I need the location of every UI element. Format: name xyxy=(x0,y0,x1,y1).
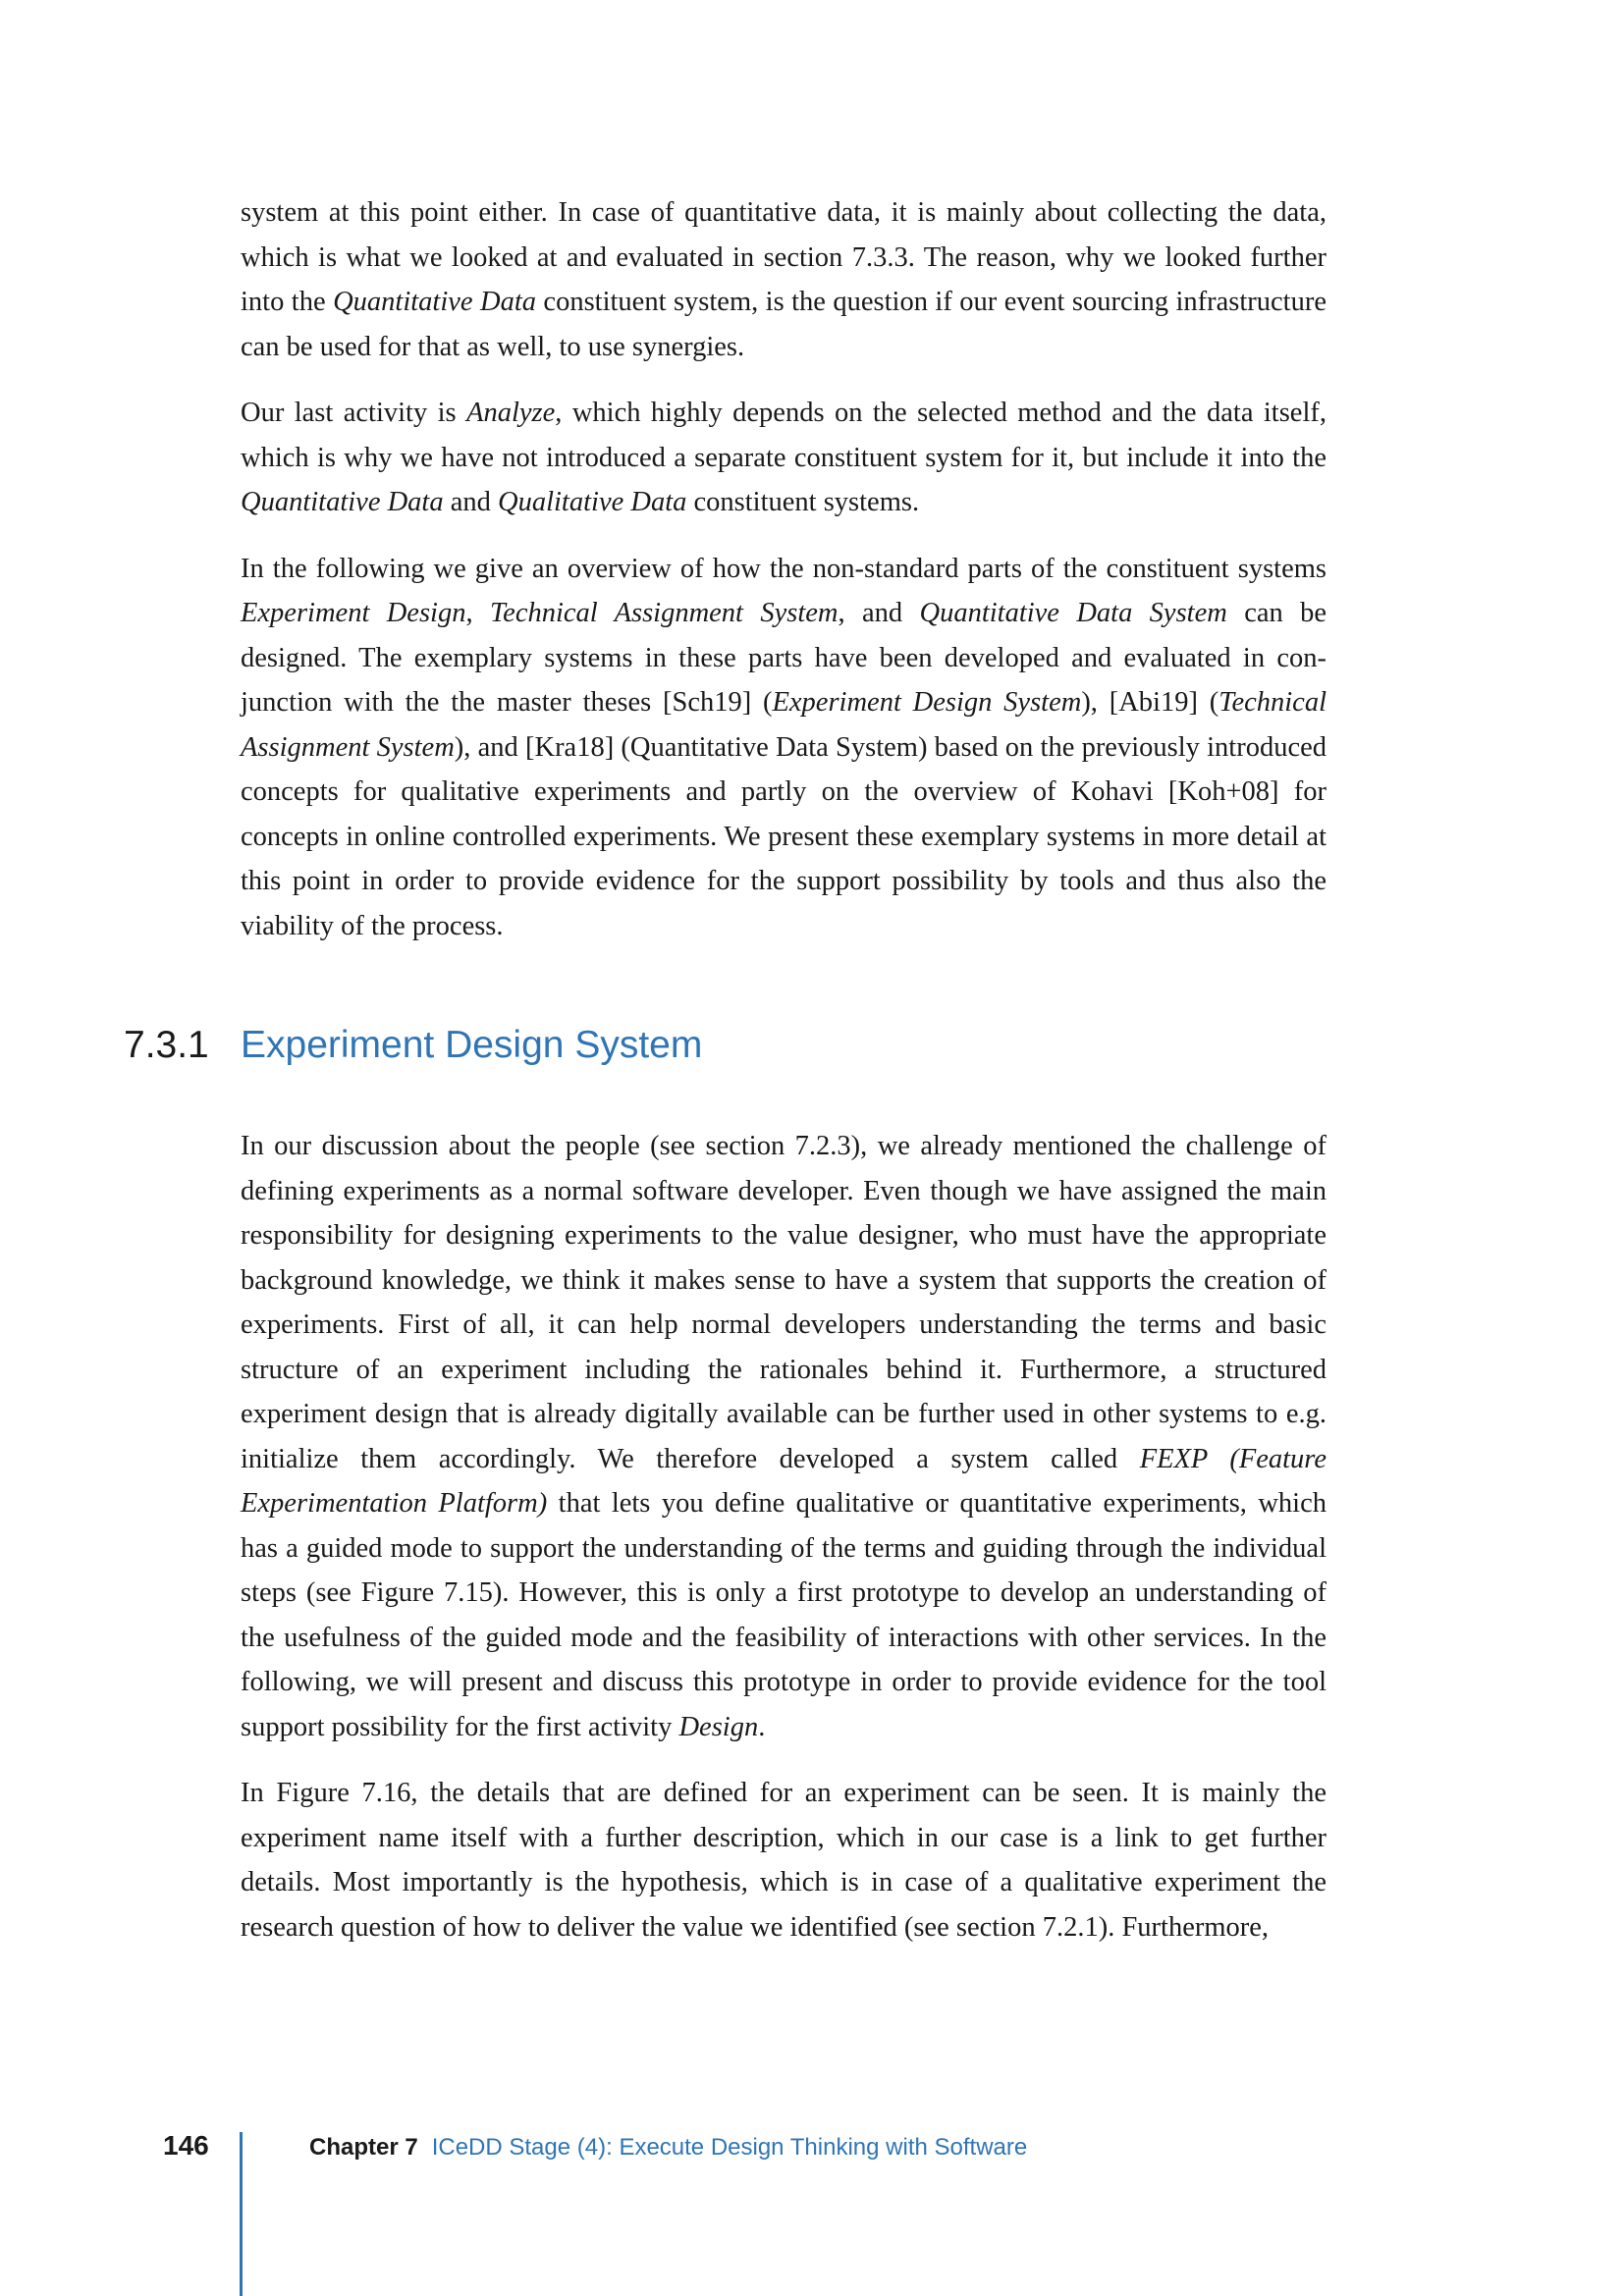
section-heading xyxy=(124,1021,1400,1070)
emphasis: Experiment Design System xyxy=(772,687,1082,718)
emphasis: Quantitative Data System xyxy=(919,598,1227,628)
section-number: 7.3.1 xyxy=(124,1024,209,1066)
emphasis: Quantitative Data xyxy=(241,487,444,517)
body-text-section xyxy=(241,1124,1326,1971)
emphasis: Experiment Design xyxy=(241,598,466,628)
chapter-title: ICeDD Stage (4): Execute Design Thinking with Software xyxy=(431,2134,1028,2161)
section-title: Experiment Design System xyxy=(241,1024,703,1066)
emphasis: FEXP (Feature Experimentation Platform) xyxy=(241,1443,1326,1519)
paragraph: system at this point either. In case of quantitative data, it is mainly about collecting the data, which is what we looked at and evaluated in section 7.3.3. The reason, why we looked further into the Quantitative Data constituent system, is the question if our event sourcing infrastructure can be used for that as well, to use synergies. xyxy=(241,197,1326,362)
body-text-top xyxy=(241,190,1326,970)
chapter-label: Chapter 7 xyxy=(309,2134,418,2161)
emphasis: Technical Assignment System xyxy=(241,687,1326,763)
footer-rule xyxy=(240,2132,243,2296)
emphasis: Design xyxy=(678,1711,759,1742)
running-head xyxy=(309,2134,1027,2162)
page-footer xyxy=(0,2130,1624,2169)
emphasis: Technical Assignment System xyxy=(489,598,839,628)
emphasis: Qualitative Data xyxy=(498,487,687,517)
emphasis: Analyze xyxy=(466,398,556,428)
page-number: 146 xyxy=(163,2130,209,2161)
paragraph: Our last activity is Analyze, which highly depends on the selected method and the data itself, which is why we have not introduced a separate constituent system for it, but include it into the Quantitative Data and Qualitative Data constituent systems. xyxy=(241,398,1326,517)
paragraph: In the following we give an overview of how the non-standard parts of the constituent systems Experiment Design, Technical Assignment System, and Quantitative Data System can be designed. The exemplary systems in these parts have been developed and evaluated in conjunction with the the master theses [Sch19] (Experiment Design System), [Abi19] (Technical Assignment System), and [Kra18] (Quantitative Data System) based on the previously introduced concepts for qualitative experiments and partly on the overview of Kohavi [Koh+08] for concepts in online controlled experiments. We present these exemplary systems in more detail at this point in order to provide evidence for the support possibility by tools and thus also the viability of the process. xyxy=(241,553,1326,941)
paragraph: In our discussion about the people (see section 7.2.3), we already mentioned the challenge of defining experiments as a normal software developer. Even though we have assigned the main responsibility for designing experiments to the value designer, who must have the appropriate background knowledge, we think it makes sense to have a system that supports the creation of experiments. First of all, it can help normal developers understanding the terms and basic structure of an experiment including the rationales behind it. Furthermore, a structured experiment design that is already digitally available can be further used in other systems to e.g. initialize them accordingly. We therefore developed a system called FEXP (Feature Experimentation Platform) that lets you define qualitative or quantitative experiments, which has a guided mode to support the understanding of the terms and guiding through the individual steps (see Figure 7.15). However, this is only a first prototype to develop an understanding of the usefulness of the guided mode and the feasibility of interactions with other services. In the following, we will present and discuss this prototype in order to provide evidence for the tool support possibility for the first activity Design. xyxy=(241,1131,1327,1742)
paragraph: In Figure 7.16, the details that are defined for an experiment can be seen. It is mainly the experiment name itself with a further description, which in our case is a link to get further details. Most importantly is the hypothesis, which is in case of a qualitative experiment the research question of how to deliver the value we identified (see section 7.2.1). Furthermore, xyxy=(241,1778,1326,1943)
emphasis: Quantitative Data xyxy=(333,287,536,317)
